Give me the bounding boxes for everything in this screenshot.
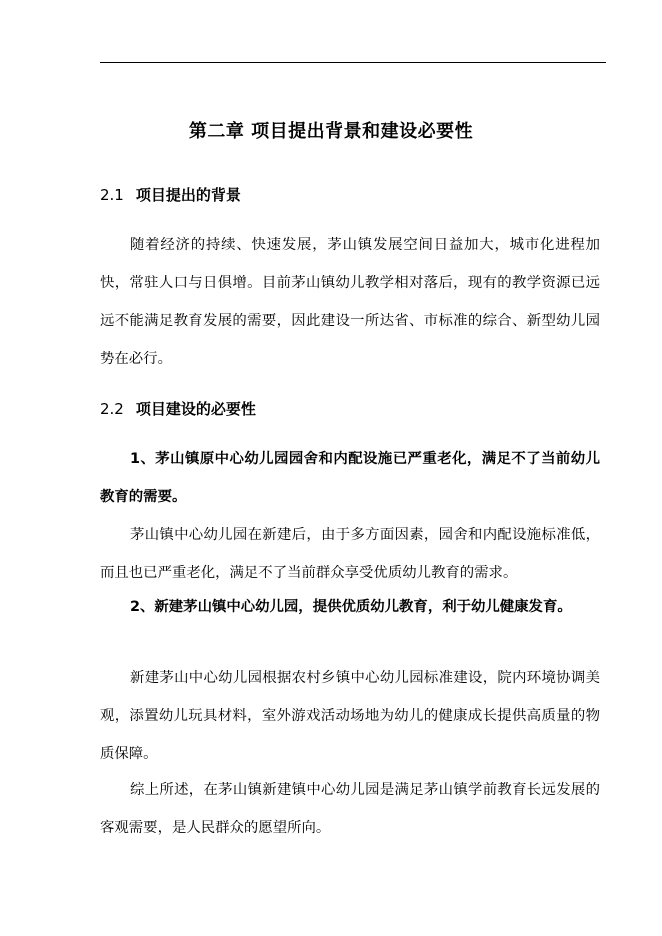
section-number: 2.2 xyxy=(100,400,124,418)
paragraph-conclusion: 综上所述，在茅山镇新建镇中心幼儿园是满足茅山镇学前教育长远发展的客观需要，是人民群众的愿望所向。 xyxy=(100,782,600,836)
section-heading-background xyxy=(100,184,241,206)
paragraph-point-one: 茅山镇中心幼儿园在新建后，由于多方面因素，园舍和内配设施标准低，而且也已严重老化，满足不了当前群众享受优质幼儿教育的需求。 xyxy=(100,527,600,581)
section-heading-necessity xyxy=(100,398,256,420)
paragraph-point-two: 新建茅山中心幼儿园根据农村乡镇中心幼儿园标准建设，院内环境协调美观，添置幼儿玩具材料，室外游戏活动场地为幼儿的健康成长提供高质量的物质保障。 xyxy=(100,670,600,762)
point-two-heading: 2、新建茅山镇中心幼儿园，提供优质幼儿教育，利于幼儿健康发育。 xyxy=(130,599,572,615)
chapter-title: 第二章 项目提出背景和建设必要性 xyxy=(188,121,474,142)
section-title: 项目建设的必要性 xyxy=(135,400,256,418)
section-number: 2.1 xyxy=(100,186,124,204)
point-one-heading: 1、茅山镇原中心幼儿园园舍和内配设施已严重老化，满足不了当前幼儿教育的需要。 xyxy=(100,451,600,505)
section-title: 项目提出的背景 xyxy=(135,186,241,204)
header-rule xyxy=(100,62,606,63)
paragraph-background: 随着经济的持续、快速发展，茅山镇发展空间日益加大，城市化进程加快，常驻人口与日俱增。目前茅山镇幼儿教学相对落后，现有的教学资源已远远不能满足教育发展的需要，因此建设一所达省、市标准的综合、新型幼儿园势在必行。 xyxy=(100,237,600,367)
